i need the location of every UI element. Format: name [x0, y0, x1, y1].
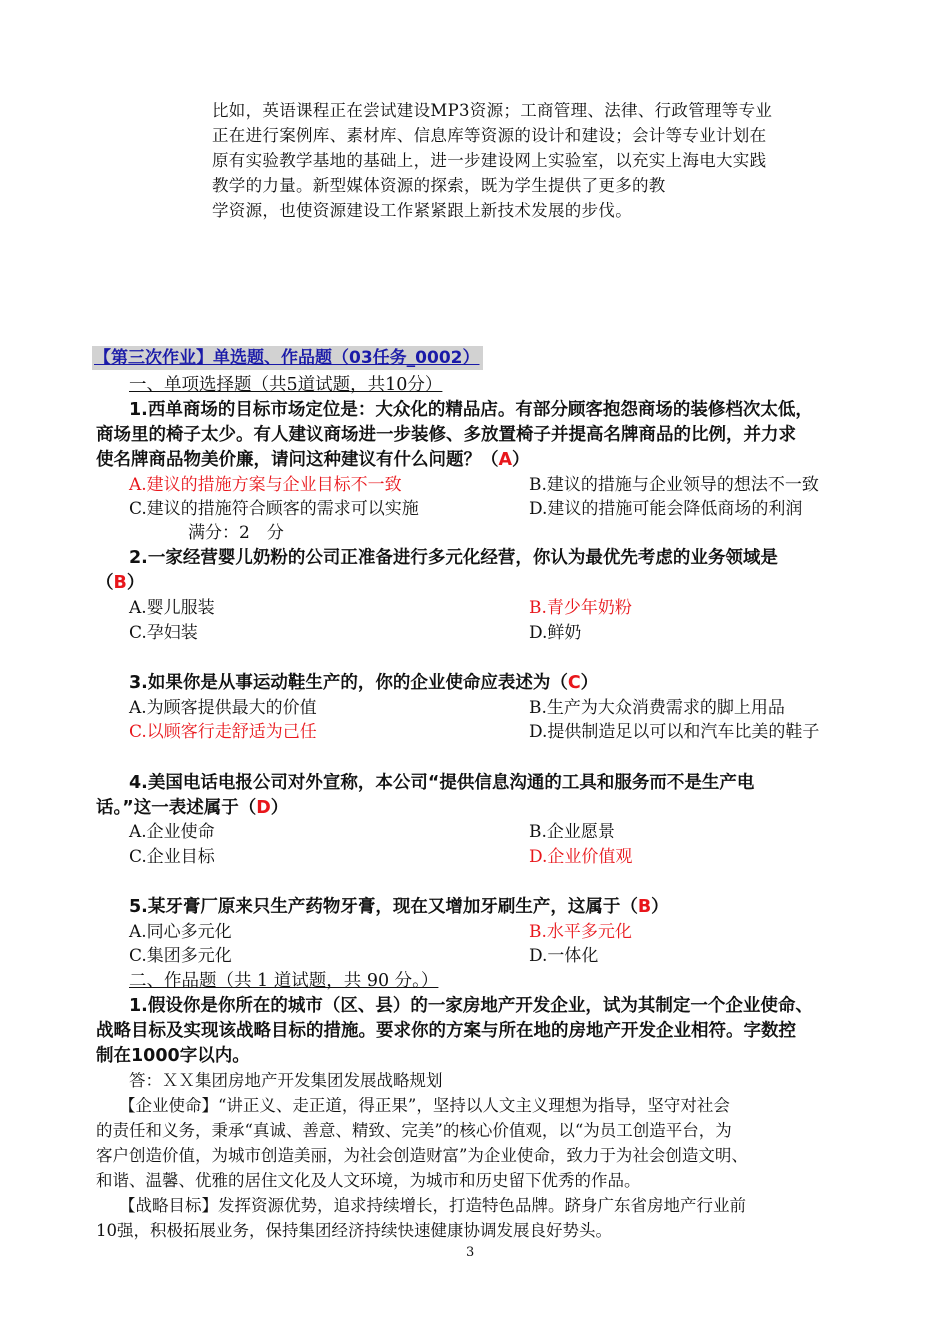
q3-option-d: D.提供制造足以可以和汽车比美的鞋子 — [529, 722, 820, 742]
q1-answer: A — [498, 450, 513, 470]
page-number: 3 — [466, 1245, 475, 1260]
q2-line-1: 2.一家经营婴儿奶粉的公司正准备进行多元化经营，你认为最优先考虑的业务领域是 — [129, 548, 778, 568]
answer-line-3: 的责任和义务，秉承“真诚、善意、精致、完美”的核心价值观，以“为员工创造平台，为 — [96, 1121, 732, 1140]
q3-answer: C — [567, 673, 581, 693]
q5-answer: B — [637, 897, 652, 917]
q5-line-1: 5.某牙膏厂原来只生产药物牙膏，现在又增加牙刷生产，这属于（B） — [129, 897, 669, 917]
work-q1-line-3: 制在1000字以内。 — [96, 1046, 250, 1066]
q5-option-a: A.同心多元化 — [129, 922, 232, 942]
work-q1-line-1: 1.假设你是你所在的城市（区、县）的一家房地产开发企业，试为其制定一个企业使命、 — [129, 996, 813, 1016]
q3-option-b: B.生产为大众消费需求的脚上用品 — [529, 698, 785, 718]
q1-option-a: A.建议的措施方案与企业目标不一致 — [129, 475, 402, 495]
q1-score: 满分：2 分 — [188, 523, 284, 543]
section-2-title: 二、作品题（共 1 道试题，共 90 分。） — [129, 971, 439, 991]
q2-option-b: B.青少年奶粉 — [529, 598, 632, 618]
q3-option-c: C.以顾客行走舒适为己任 — [129, 722, 317, 742]
q2-option-a: A.婴儿服装 — [129, 598, 215, 618]
q3-option-a: A.为顾客提供最大的价值 — [129, 698, 317, 718]
answer-line-6: 【战略目标】发挥资源优势，追求持续增长，打造特色品牌。跻身广东省房地产行业前 — [119, 1196, 746, 1215]
assignment-header: 【第三次作业】单选题、作品题（03任务_0002） — [92, 346, 483, 370]
section-1-title: 一、单项选择题（共5道试题，共10分） — [129, 375, 443, 395]
answer-line-1: 答：ＸＸ集团房地产开发集团发展战略规划 — [129, 1071, 443, 1090]
intro-line-5: 学资源，也使资源建设工作紧紧跟上新技术发展的步伐。 — [212, 201, 632, 220]
q4-answer: D — [256, 798, 271, 818]
intro-line-3: 原有实验教学基地的基础上，进一步建设网上实验室，以充实上海电大实践 — [212, 151, 767, 170]
q4-option-d: D.企业价值观 — [529, 847, 633, 867]
q5-option-d: D.一体化 — [529, 946, 599, 966]
q2-answer: B — [113, 573, 127, 593]
intro-line-1: 比如，英语课程正在尝试建设MP3资源；工商管理、法律、行政管理等专业 — [212, 101, 773, 120]
q5-option-b: B.水平多元化 — [529, 922, 632, 942]
q4-option-c: C.企业目标 — [129, 847, 215, 867]
q1-line-2: 商场里的椅子太少。有人建议商场进一步装修、多放置椅子并提高名牌商品的比例，并力求 — [96, 425, 796, 445]
q1-option-c: C.建议的措施符合顾客的需求可以实施 — [129, 499, 419, 519]
q2-option-c: C.孕妇装 — [129, 623, 198, 643]
q3-line-1: 3.如果你是从事运动鞋生产的，你的企业使命应表述为（C） — [129, 673, 599, 693]
q4-line-2: 话。”这一表述属于（D） — [96, 798, 289, 818]
q1-option-b: B.建议的措施与企业领导的想法不一致 — [529, 475, 819, 495]
answer-line-4: 客户创造价值，为城市创造美丽，为社会创造财富”为企业使命，致力于为社会创造文明、 — [96, 1146, 748, 1165]
q4-option-a: A.企业使命 — [129, 822, 215, 842]
work-q1-line-2: 战略目标及实现该战略目标的措施。要求你的方案与所在地的房地产开发企业相符。字数控 — [96, 1021, 796, 1041]
q2-option-d: D.鲜奶 — [529, 623, 582, 643]
intro-line-2: 正在进行案例库、素材库、信息库等资源的设计和建设；会计等专业计划在 — [212, 126, 767, 145]
q4-line-1: 4.美国电话电报公司对外宣称，本公司“提供信息沟通的工具和服务而不是生产电 — [129, 773, 755, 793]
q5-option-c: C.集团多元化 — [129, 946, 232, 966]
q1-line-3: 使名牌商品物美价廉，请问这种建议有什么问题？（A） — [96, 450, 530, 470]
answer-line-5: 和谐、温馨、优雅的居住文化及人文环境，为城市和历史留下优秀的作品。 — [96, 1171, 641, 1190]
intro-line-4: 教学的力量。新型媒体资源的探索，既为学生提供了更多的教 — [212, 176, 666, 195]
q2-line-2: （B） — [96, 573, 145, 593]
answer-line-7: 10强，积极拓展业务，保持集团经济持续快速健康协调发展良好势头。 — [96, 1221, 612, 1240]
q1-option-d: D.建议的措施可能会降低商场的利润 — [529, 499, 803, 519]
q4-option-b: B.企业愿景 — [529, 822, 615, 842]
q1-line-1: 1.西单商场的目标市场定位是：大众化的精品店。有部分顾客抱怨商场的装修档次太低， — [129, 400, 813, 420]
answer-line-2: 【企业使命】“讲正义、走正道，得正果”，坚持以人文主义理想为指导，坚守对社会 — [119, 1096, 730, 1115]
